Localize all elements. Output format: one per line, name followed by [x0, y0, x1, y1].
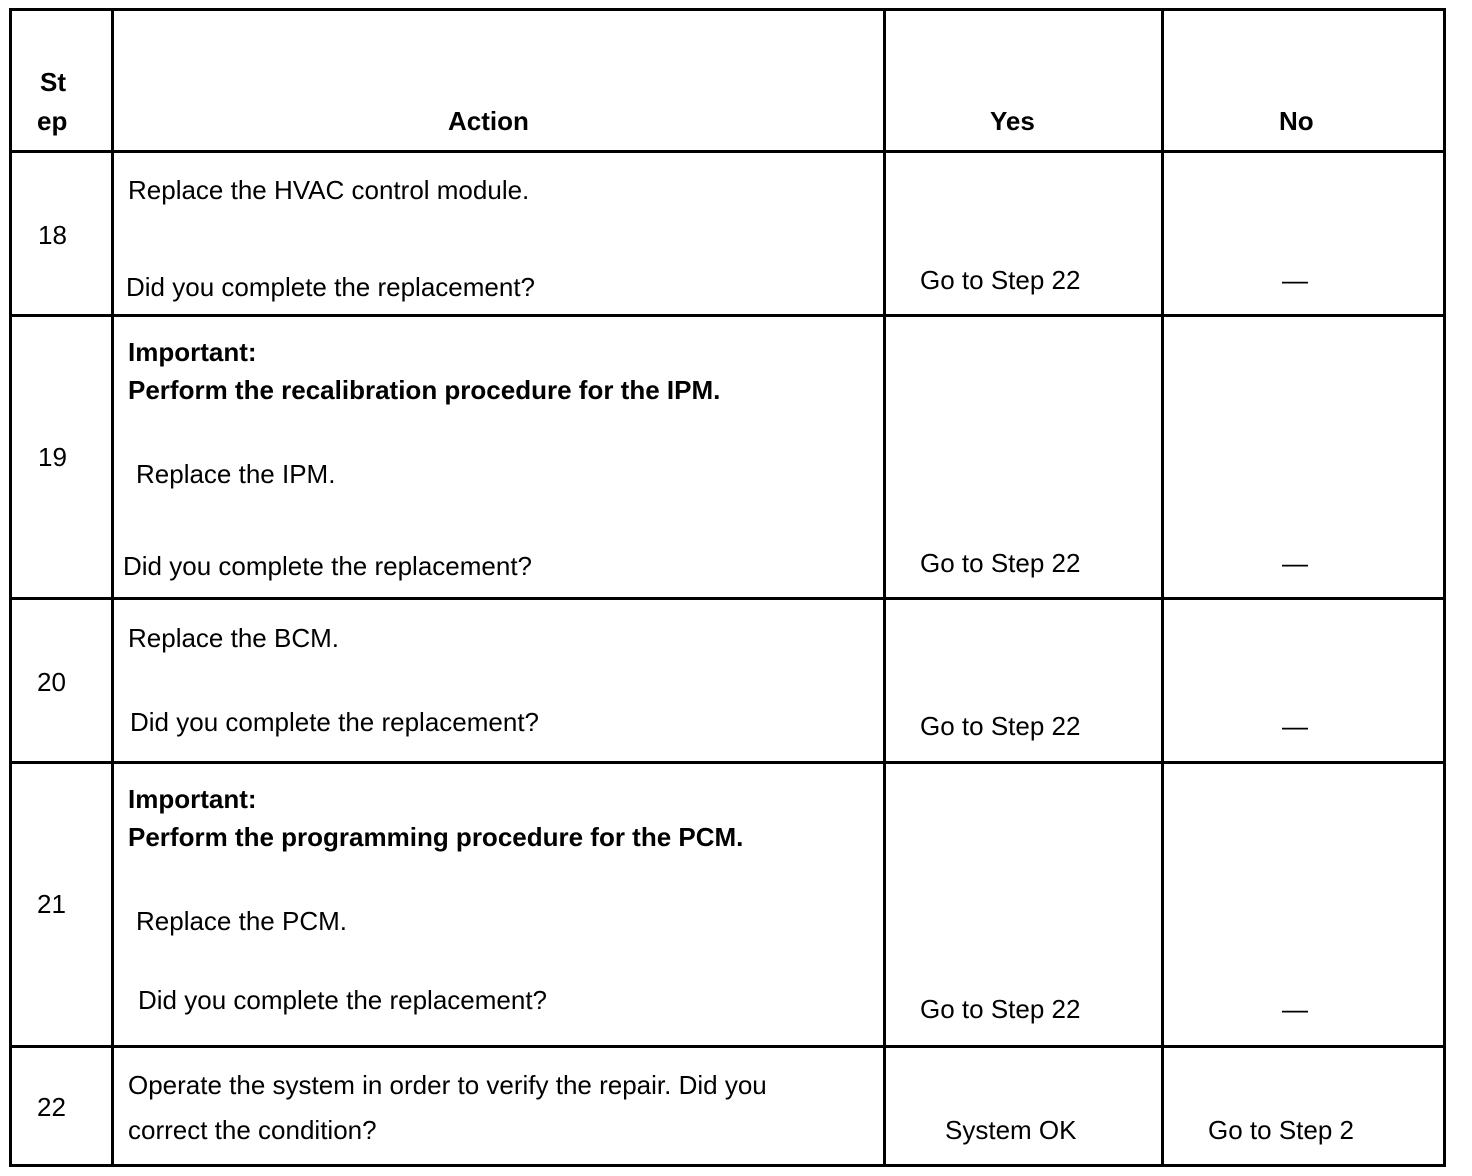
header-step-line1: St	[40, 67, 66, 97]
row-divider	[9, 1045, 1446, 1048]
action-text: Operate the system in order to verify the repair. Did you	[128, 1070, 767, 1100]
step-number: 20	[37, 667, 66, 697]
header-no: No	[1279, 106, 1314, 136]
no-cell: —	[1282, 711, 1308, 741]
yes-cell: Go to Step 22	[920, 994, 1081, 1024]
no-cell: —	[1282, 994, 1308, 1024]
no-cell: —	[1282, 265, 1308, 295]
action-question: correct the condition?	[128, 1115, 377, 1145]
row-divider	[9, 597, 1446, 600]
step-number: 19	[38, 442, 67, 472]
row-divider	[9, 761, 1446, 764]
yes-cell: Go to Step 22	[920, 711, 1081, 741]
column-divider	[1161, 9, 1164, 1167]
yes-cell: Go to Step 22	[920, 548, 1081, 578]
action-question: Did you complete the replacement?	[130, 707, 540, 737]
action-text: Replace the BCM.	[128, 623, 339, 653]
action-question: Did you complete the replacement?	[126, 272, 536, 302]
header-step-line2: ep	[37, 106, 68, 136]
important-label: Important:	[128, 337, 257, 367]
header-action: Action	[448, 106, 529, 136]
action-text: Replace the HVAC control module.	[128, 175, 530, 205]
yes-cell: Go to Step 22	[920, 265, 1081, 295]
header-divider	[9, 150, 1446, 153]
no-cell: Go to Step 2	[1208, 1115, 1354, 1145]
header-yes: Yes	[990, 106, 1035, 136]
column-divider	[883, 9, 886, 1167]
step-number: 21	[37, 889, 66, 919]
table-border-top	[9, 8, 1446, 11]
important-label: Important:	[128, 784, 257, 814]
step-number: 22	[37, 1092, 66, 1122]
table-border-bottom	[9, 1164, 1446, 1167]
table-border-right	[1443, 9, 1446, 1167]
important-text: Perform the programming procedure for the PCM.	[128, 822, 744, 852]
action-text: Replace the PCM.	[136, 906, 347, 936]
action-text: Replace the IPM.	[136, 459, 336, 489]
step-number: 18	[38, 220, 67, 250]
action-question: Did you complete the replacement?	[123, 551, 533, 581]
table-border-left	[9, 9, 12, 1167]
yes-cell: System OK	[945, 1115, 1077, 1145]
no-cell: —	[1282, 548, 1308, 578]
row-divider	[9, 314, 1446, 317]
important-text: Perform the recalibration procedure for the IPM.	[128, 375, 721, 405]
column-divider	[111, 9, 114, 1167]
action-question: Did you complete the replacement?	[138, 985, 548, 1015]
